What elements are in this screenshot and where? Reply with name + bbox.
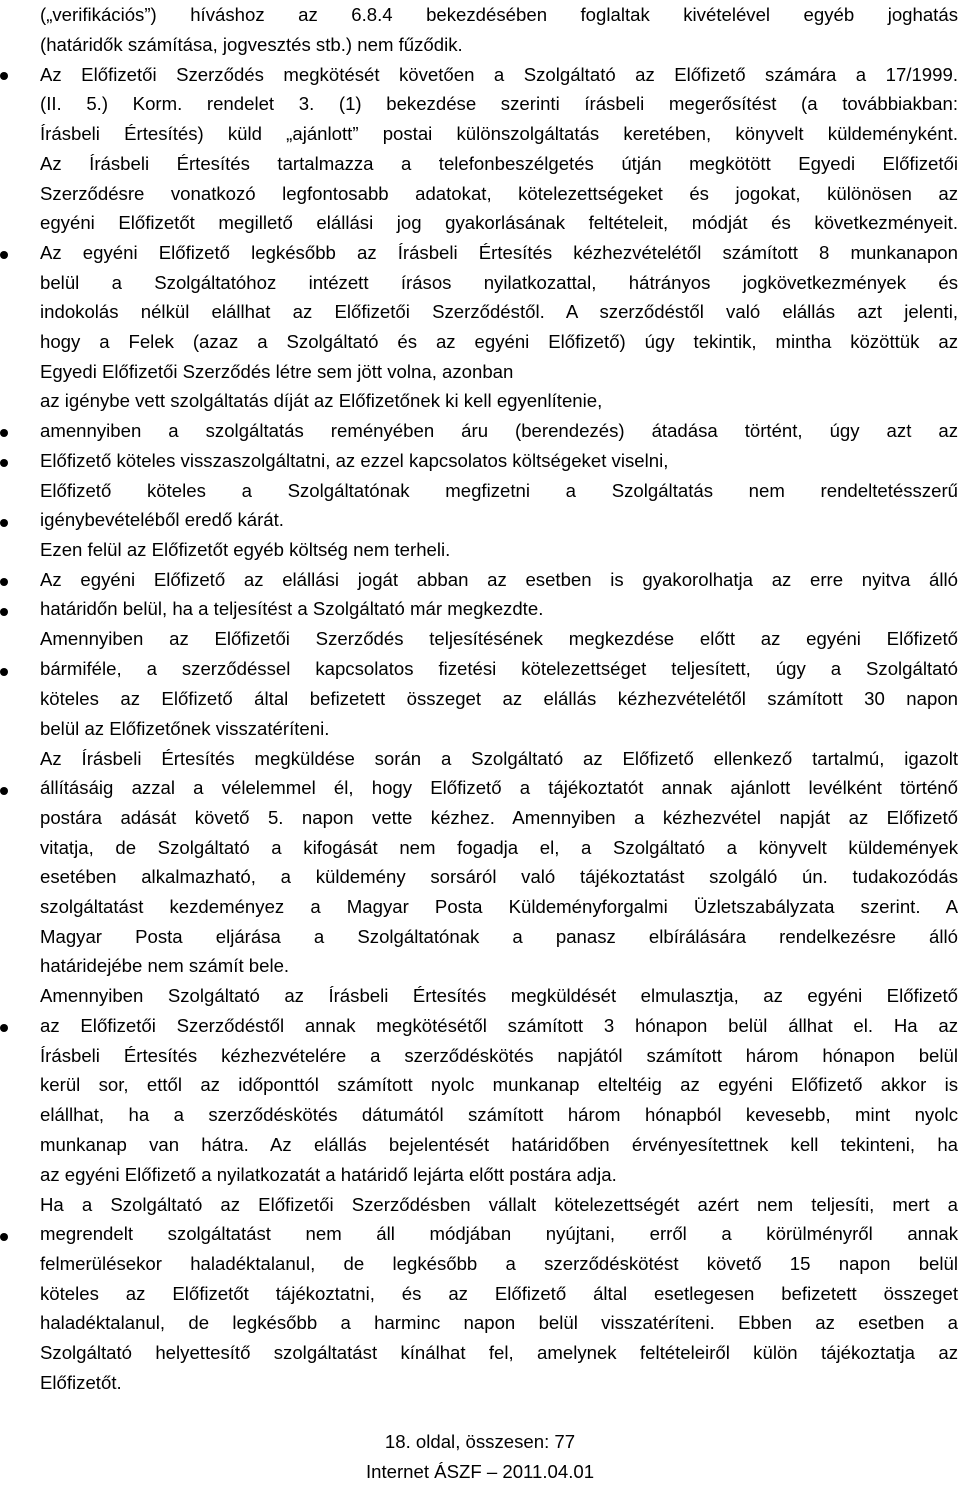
text-line: felmerülésekor haladéktalanul, de legkésőbb a szerződéskötést követő 15 napon belül bbox=[40, 1253, 958, 1274]
text-line: Szolgáltató helyettesítő szolgáltatást kínálhat fel, amelynek feltételeiről külön tájékoztatja az bbox=[40, 1342, 958, 1363]
text-line: igénybevételéből eredő kárát. bbox=[40, 509, 284, 530]
text-line: állításáig azzal a vélelemmel él, hogy Előfizető a tájékoztatót annak ajánlott levélként történő bbox=[40, 777, 958, 798]
text-line: postára adását követő 5. napon vette kézhez. Amennyiben a kézhezvétel napját az Előfizető bbox=[40, 807, 958, 828]
text-line: hogy a Felek (azaz a Szolgáltató és az egyéni Előfizető) úgy tekintik, mintha közöttük az bbox=[40, 331, 958, 352]
text-line: esetében alkalmazható, a küldemény sorsáról való tájékoztatást szolgáló ún. tudakozódás bbox=[40, 866, 958, 887]
text-line: Az egyéni Előfizető legkésőbb az Írásbeli Értesítés kézhezvételétől számított 8 munkanapon bbox=[40, 242, 958, 263]
text-line: az igénybe vett szolgáltatás díját az Előfizetőnek ki kell egyenlítenie, bbox=[40, 390, 603, 411]
bullet-2 bbox=[0, 251, 8, 259]
text-line: munkanap van hátra. Az elállás bejelentését határidőben érvényesítettnek kell tekinteni, ha bbox=[40, 1134, 958, 1155]
text-line: Írásbeli Értesítés kézhezvételére a szerződéskötés napjától számított három hónapon belül bbox=[40, 1045, 958, 1066]
text-line: Ezen felül az Előfizetőt egyéb költség nem terheli. bbox=[40, 539, 451, 560]
text-line: határidőn belül, ha a teljesítést a Szolgáltató már megkezdte. bbox=[40, 598, 544, 619]
text-line: indokolás nélkül elállhat az Előfizetői Szerződéstől. A szerződéstől való elállás azt jelenti, bbox=[40, 301, 958, 322]
text-line: Előfizetőt. bbox=[40, 1372, 122, 1393]
bullet-8 bbox=[0, 668, 8, 676]
bullet-10 bbox=[0, 1024, 8, 1032]
bullet-3 bbox=[0, 429, 8, 437]
text-line: („verifikációs”) híváshoz az 6.8.4 bekezdésében foglaltak kivételével egyéb joghatás bbox=[40, 4, 958, 25]
text-line: Az Előfizetői Szerződés megkötését követően a Szolgáltató az Előfizető számára a 17/1999. bbox=[40, 64, 958, 85]
text-line: az egyéni Előfizető a nyilatkozatát a határidő lejárta előtt postára adja. bbox=[40, 1164, 617, 1185]
text-line: Amennyiben Szolgáltató az Írásbeli Értesítés megküldését elmulasztja, az egyéni Előfizető bbox=[40, 985, 958, 1006]
text-line: amennyiben a szolgáltatás reményében áru (berendezés) átadása történt, úgy azt az bbox=[40, 420, 958, 441]
text-line: Amennyiben az Előfizetői Szerződés teljesítésének megkezdése előtt az egyéni Előfizető bbox=[40, 628, 958, 649]
bullet-6 bbox=[0, 578, 8, 586]
text-line: Írásbeli Értesítés) küld „ajánlott” postai különszolgáltatás keretében, könyvelt küldeményként. bbox=[40, 123, 958, 144]
text-line: Előfizető köteles a Szolgáltatónak megfizetni a Szolgáltatás nem rendeltetésszerű bbox=[40, 480, 958, 501]
bullet-11 bbox=[0, 1233, 8, 1241]
text-line: Előfizető köteles visszaszolgáltatni, az ezzel kapcsolatos költségeket viselni, bbox=[40, 450, 669, 471]
text-line: köteles az Előfizető által befizetett összeget az elállás kézhezvételétől számított 30 napon bbox=[40, 688, 958, 709]
text-line: belül az Előfizetőnek visszatéríteni. bbox=[40, 718, 330, 739]
text-line: vitatja, de Szolgáltató a kifogását nem fogadja el, a Szolgáltató a könyvelt küldemények bbox=[40, 837, 958, 858]
bullet-9 bbox=[0, 787, 8, 795]
text-line: Az Írásbeli Értesítés megküldése során a Szolgáltató az Előfizető ellenkező tartalmú, igazolt bbox=[40, 748, 958, 769]
text-line: megrendelt szolgáltatást nem áll módjában nyújtani, erről a körülményről annak bbox=[40, 1223, 958, 1244]
text-line: Ha a Szolgáltató az Előfizetői Szerződésben vállalt kötelezettségét azért nem teljesíti, mert a bbox=[40, 1194, 958, 1215]
bullet-5 bbox=[0, 519, 8, 527]
text-line: Az Írásbeli Értesítés tartalmazza a telefonbeszélgetés útján megkötött Egyedi Előfizetői bbox=[40, 153, 958, 174]
bullet-7 bbox=[0, 608, 8, 616]
text-line: szolgáltatást kezdeményez a Magyar Posta Küldeményforgalmi Üzletszabályzata szerint. A bbox=[40, 896, 958, 917]
text-line: Szerződésre vonatkozó legfontosabb adatokat, kötelezettségeket és jogokat, különösen az bbox=[40, 183, 958, 204]
text-line: haladéktalanul, de legkésőbb a harminc napon belül visszatéríteni. Ebben az esetben a bbox=[40, 1312, 958, 1333]
text-line: kerül sor, ettől az időponttól számított nyolc munkanap elteltéig az egyéni Előfizető akkor is bbox=[40, 1074, 958, 1095]
text-line: Az egyéni Előfizető az elállási jogát abban az esetben is gyakorolhatja az erre nyitva álló bbox=[40, 569, 958, 590]
text-line: határidejébe nem számít bele. bbox=[40, 955, 290, 976]
text-line: belül a Szolgáltatóhoz intézett írásos nyilatkozattal, hátrányos jogkövetkezmények és bbox=[40, 272, 958, 293]
bullet-1 bbox=[0, 72, 8, 80]
text-line: egyéni Előfizetőt megillető elállási jog gyakorlásának feltételeit, módját és következményeit. bbox=[40, 212, 958, 233]
text-line: az Előfizetői Szerződéstől annak megkötésétől számított 3 hónapon belül állhat el. Ha az bbox=[40, 1015, 958, 1036]
text-line: Magyar Posta eljárása a Szolgáltatónak a panasz elbírálására rendelkezésre álló bbox=[40, 926, 958, 947]
text-line: (határidők számítása, jogvesztés stb.) nem fűződik. bbox=[40, 34, 463, 55]
text-line: (II. 5.) Korm. rendelet 3. (1) bekezdése szerinti írásbeli megerősítést (a továbbiakban: bbox=[40, 93, 958, 114]
document-footer: Internet ÁSZF – 2011.04.01 bbox=[365, 1461, 595, 1482]
text-line: köteles az Előfizetőt tájékoztatni, és az Előfizető által esetlegesen befizetett összeget bbox=[40, 1283, 958, 1304]
text-line: bármiféle, a szerződéssel kapcsolatos fizetési kötelezettséget teljesített, úgy a Szolgáltató bbox=[40, 658, 958, 679]
page-number: 18. oldal, összesen: 77 bbox=[384, 1431, 576, 1452]
text-line: elállhat, ha a szerződéskötés dátumától számított három hónapból kevesebb, mint nyolc bbox=[40, 1104, 958, 1125]
bullet-4 bbox=[0, 459, 8, 467]
text-line: Egyedi Előfizetői Szerződés létre sem jött volna, azonban bbox=[40, 361, 514, 382]
